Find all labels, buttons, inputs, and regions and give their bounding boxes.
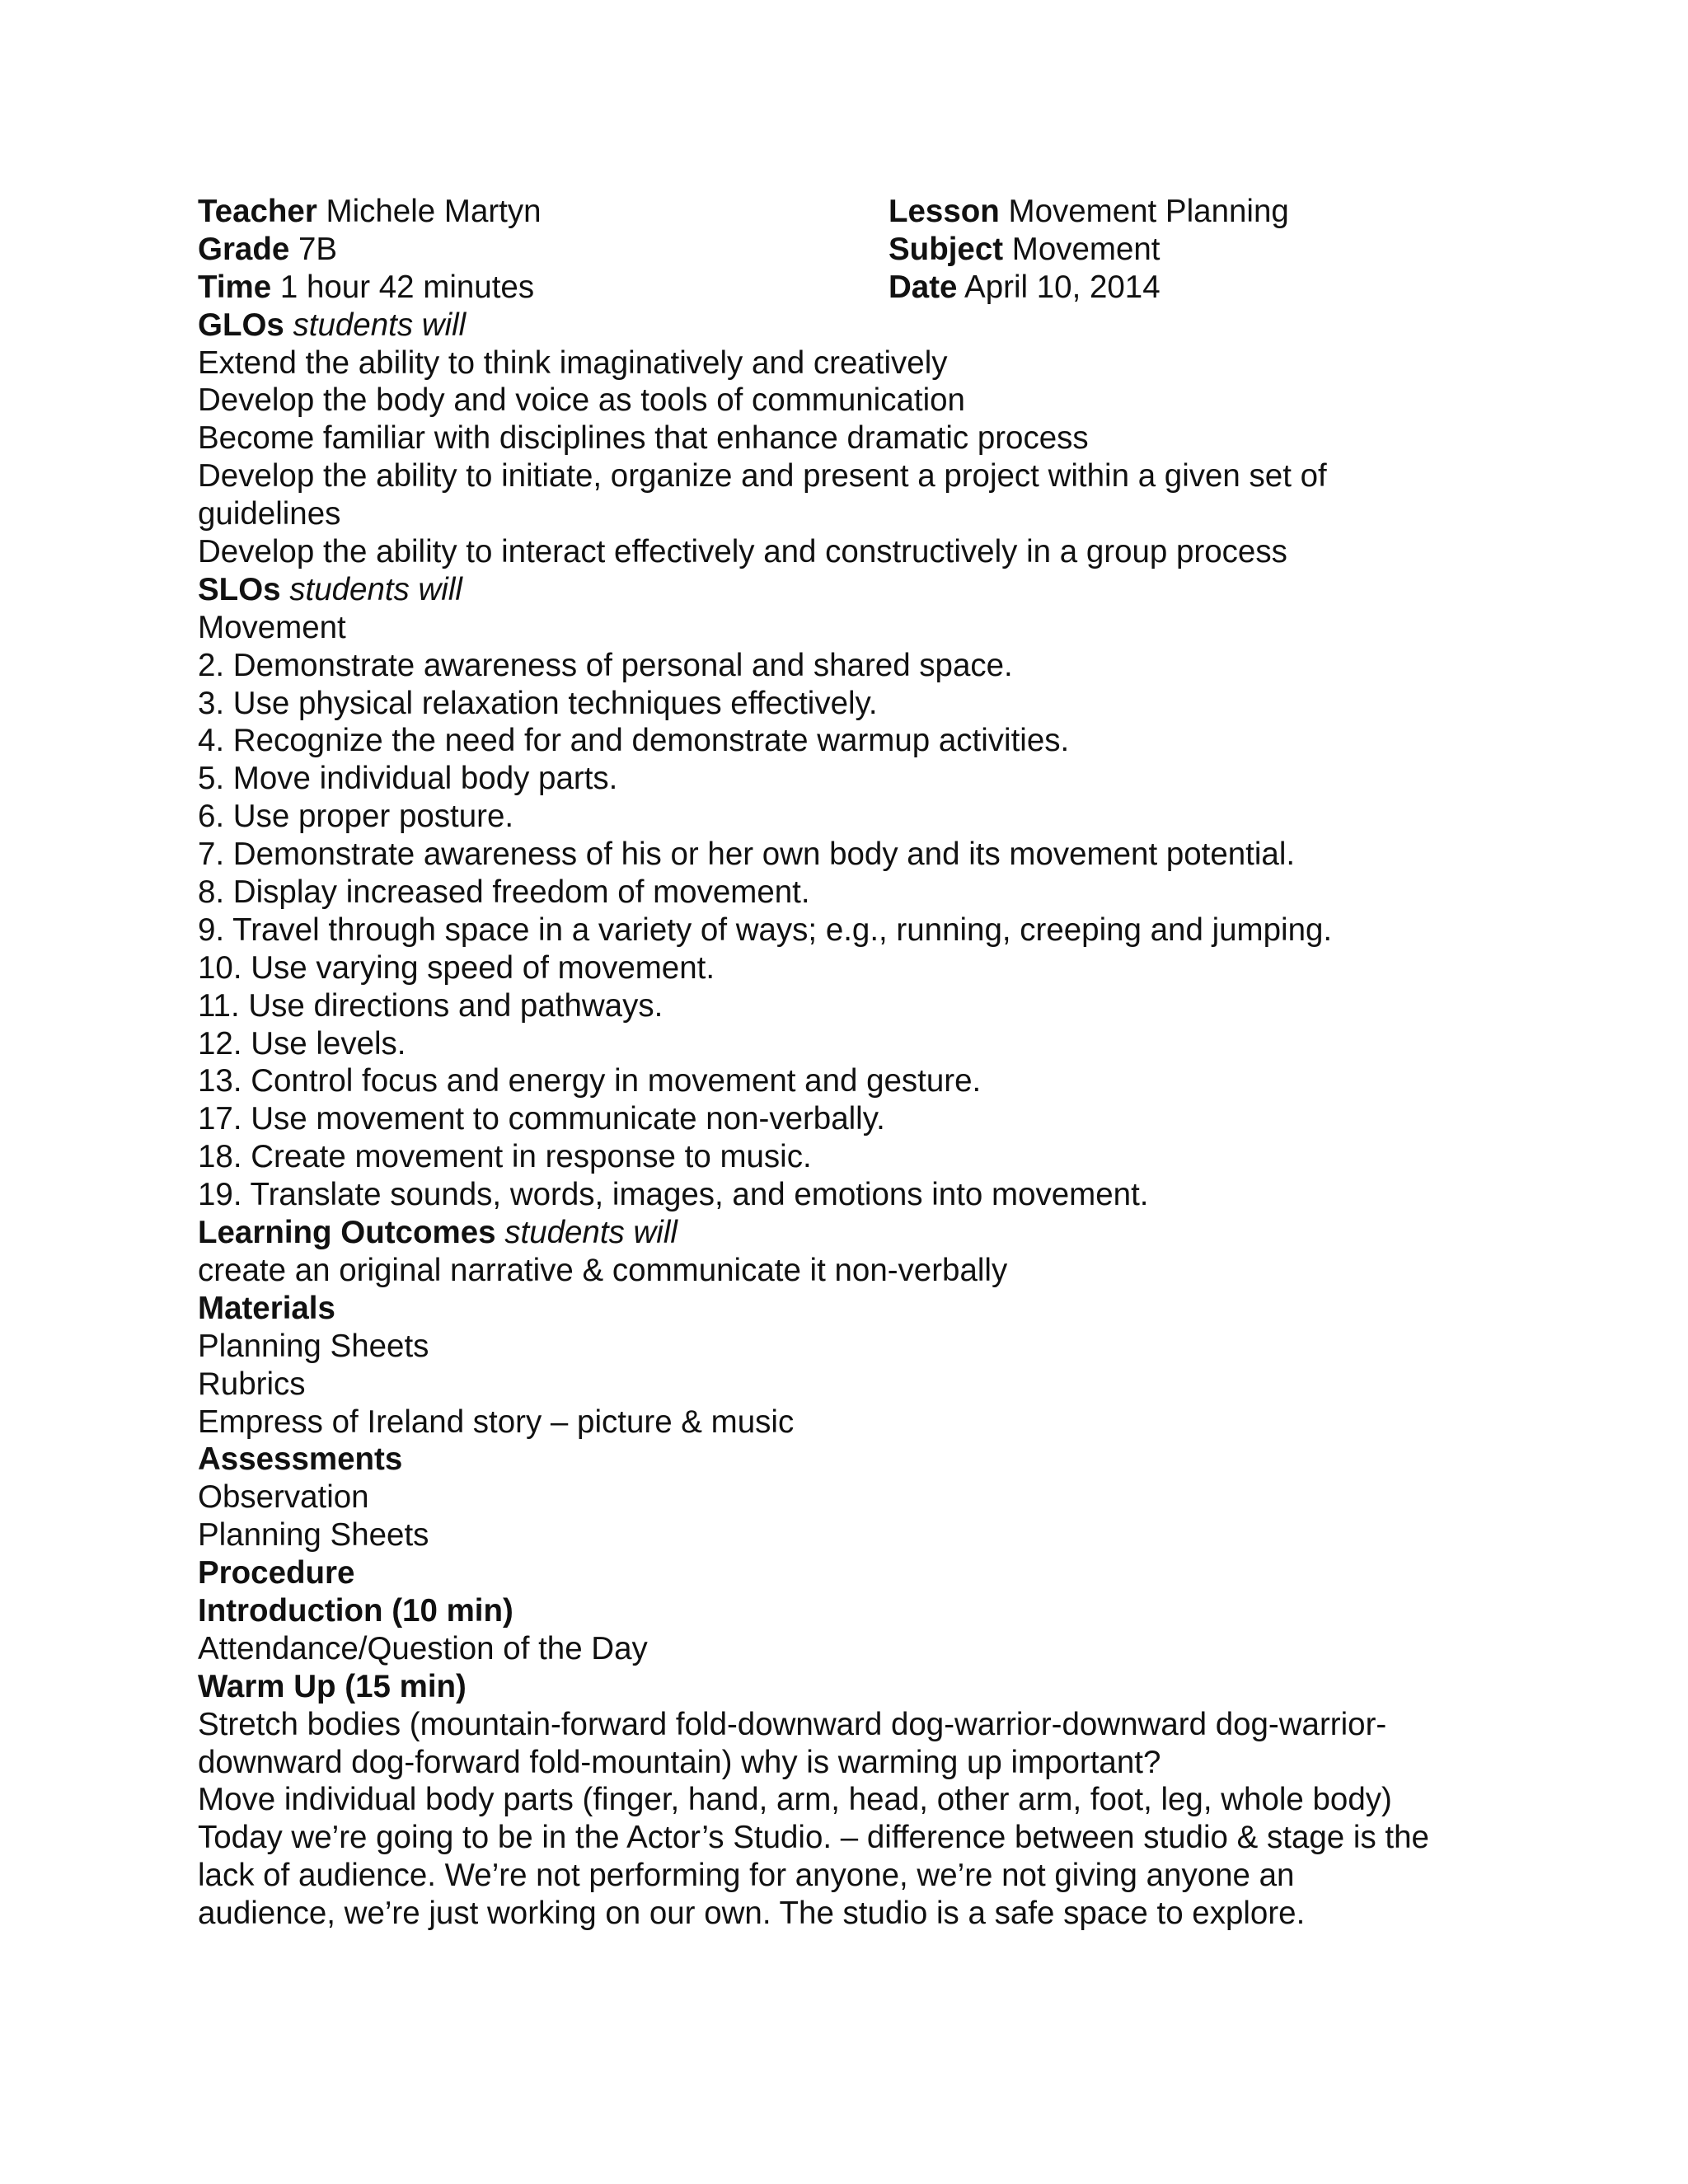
learning-outcomes-subheading: students will <box>504 1215 678 1251</box>
lesson-header <box>198 193 1533 307</box>
slo-item: 19. Translate sounds, words, images, and emotions into movement. <box>198 1177 1149 1213</box>
time-label: Time <box>198 269 272 305</box>
slos-heading <box>198 571 1533 609</box>
subject-field <box>889 231 1533 269</box>
slo-item: 5. Move individual body parts. <box>198 761 618 797</box>
warm-up-item: downward dog-forward fold-mountain) why is warming up important? <box>198 1744 1161 1780</box>
date-value: April 10, 2014 <box>964 269 1160 305</box>
materials-item: Empress of Ireland story – picture & music <box>198 1404 795 1440</box>
materials-item: Rubrics <box>198 1366 306 1402</box>
lesson-field <box>889 193 1533 231</box>
glos-subheading: students will <box>293 307 467 343</box>
time-value: 1 hour 42 minutes <box>279 269 535 305</box>
slo-item: 8. Display increased freedom of movement. <box>198 874 810 911</box>
introduction-heading: Introduction (10 min) <box>198 1592 513 1629</box>
warm-up-item: Stretch bodies (mountain-forward fold-downward dog-warrior-downward dog-warrior- <box>198 1706 1387 1742</box>
lesson-value: Movement Planning <box>1008 194 1289 229</box>
time-field <box>198 269 889 307</box>
date-label: Date <box>889 269 958 305</box>
glos-heading-label: GLOs <box>198 307 284 343</box>
slo-item: 3. Use physical relaxation techniques effectively. <box>198 685 878 721</box>
assessments-heading: Assessments <box>198 1441 403 1478</box>
glo-item: Extend the ability to think imaginatively and creatively <box>198 344 948 381</box>
warm-up-item: Today we’re going to be in the Actor’s Studio. – difference between studio & stage is the <box>198 1820 1429 1856</box>
slo-item: 9. Travel through space in a variety of ways; e.g., running, creeping and jumping. <box>198 912 1333 948</box>
teacher-label: Teacher <box>198 194 317 229</box>
teacher-field <box>198 193 889 231</box>
grade-value: 7B <box>298 231 338 267</box>
introduction-item: Attendance/Question of the Day <box>198 1630 648 1666</box>
learning-outcomes-heading-label: Learning Outcomes <box>198 1215 496 1251</box>
slo-item: 7. Demonstrate awareness of his or her own body and its movement potential. <box>198 837 1296 873</box>
materials-heading: Materials <box>198 1290 335 1326</box>
procedure-heading: Procedure <box>198 1555 355 1591</box>
grade-label: Grade <box>198 231 290 267</box>
glos-heading <box>198 307 1533 344</box>
slo-item: 11. Use directions and pathways. <box>198 987 663 1024</box>
slo-item: 12. Use levels. <box>198 1025 406 1062</box>
warm-up-item: Move individual body parts (finger, hand, arm, head, other arm, foot, leg, whole body) <box>198 1782 1392 1818</box>
slo-item: 13. Control focus and energy in movement and gesture. <box>198 1063 982 1099</box>
materials-item: Planning Sheets <box>198 1328 429 1364</box>
glo-item: guidelines <box>198 496 341 532</box>
slo-category: Movement <box>198 609 346 645</box>
glo-item: Develop the ability to initiate, organize and present a project within a given set of <box>198 458 1327 494</box>
assessments-item: Observation <box>198 1479 369 1516</box>
assessments-item: Planning Sheets <box>198 1517 429 1554</box>
subject-value: Movement <box>1011 231 1160 267</box>
teacher-value: Michele Martyn <box>326 194 542 229</box>
warm-up-item: lack of audience. We’re not performing for anyone, we’re not giving anyone an <box>198 1858 1295 1894</box>
slo-item: 18. Create movement in response to music. <box>198 1139 812 1175</box>
glo-item: Become familiar with disciplines that enhance dramatic process <box>198 420 1089 457</box>
subject-label: Subject <box>889 231 1004 267</box>
grade-field <box>198 231 889 269</box>
learning-outcome-item: create an original narrative & communicate it non-verbally <box>198 1252 1008 1288</box>
slo-item: 6. Use proper posture. <box>198 799 514 835</box>
slo-item: 4. Recognize the need for and demonstrate warmup activities. <box>198 723 1070 759</box>
slo-item: 2. Demonstrate awareness of personal and shared space. <box>198 647 1013 683</box>
slo-item: 17. Use movement to communicate non-verbally. <box>198 1101 885 1137</box>
slos-heading-label: SLOs <box>198 571 281 607</box>
slos-subheading: students will <box>289 571 462 607</box>
warm-up-heading: Warm Up (15 min) <box>198 1668 467 1704</box>
slo-item: 10. Use varying speed of movement. <box>198 949 715 986</box>
lesson-plan-page <box>198 193 1533 1933</box>
date-field <box>889 269 1533 307</box>
glo-item: Develop the ability to interact effectively and constructively in a group process <box>198 534 1287 570</box>
warm-up-item: audience, we’re just working on our own. The studio is a safe space to explore. <box>198 1896 1306 1932</box>
glo-item: Develop the body and voice as tools of communication <box>198 382 965 419</box>
learning-outcomes-heading <box>198 1214 1533 1252</box>
lesson-label: Lesson <box>889 194 1000 229</box>
